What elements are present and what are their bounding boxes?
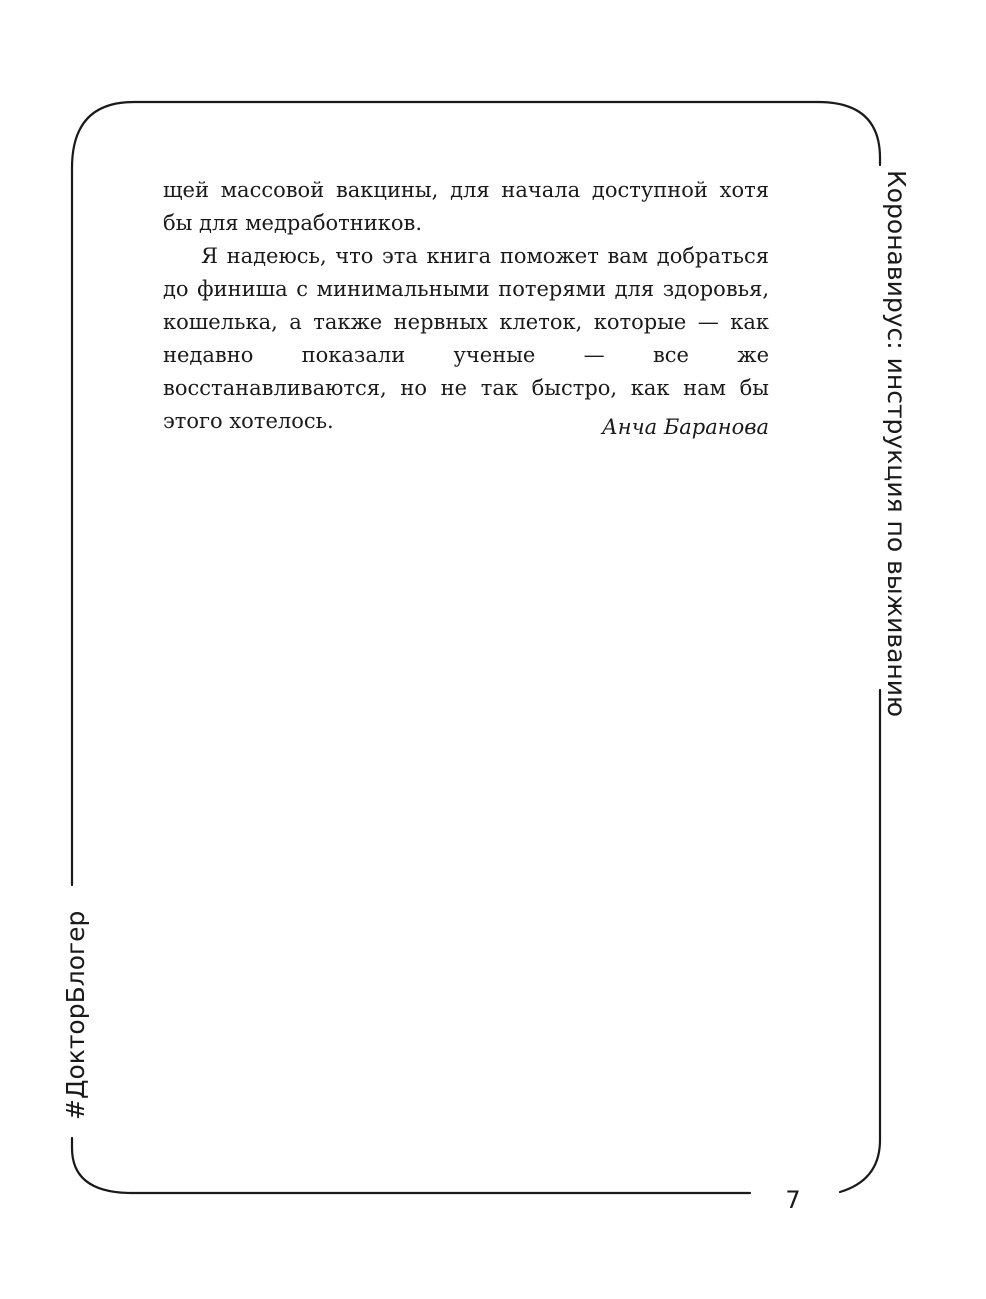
frame-bottom-right-corner bbox=[840, 1140, 880, 1192]
frame-top-left-corner bbox=[72, 102, 134, 168]
hashtag-label: #ДокторБлогер bbox=[61, 910, 90, 1120]
frame-top-right-corner bbox=[818, 102, 880, 158]
main-text bbox=[163, 174, 769, 438]
paragraph-continuation: щей массовой вакцины, для начала доступной хотя бы для медработников. bbox=[163, 178, 769, 235]
frame-bottom-left-corner bbox=[72, 1148, 132, 1193]
page-number: 7 bbox=[785, 1186, 801, 1214]
author-signature: Анча Баранова bbox=[601, 415, 769, 439]
running-title: Коронавирус: инструкция по выживанию bbox=[882, 170, 911, 718]
paragraph-closing: Я надеюсь, что эта книга поможет вам добраться до финиша с минимальными потерями для здоровья, кошелька, а также нервных клеток, которые — как недавно показали ученые — все же восстанавливаются, но не так быстро, как нам бы этого хотелось. bbox=[163, 244, 769, 433]
